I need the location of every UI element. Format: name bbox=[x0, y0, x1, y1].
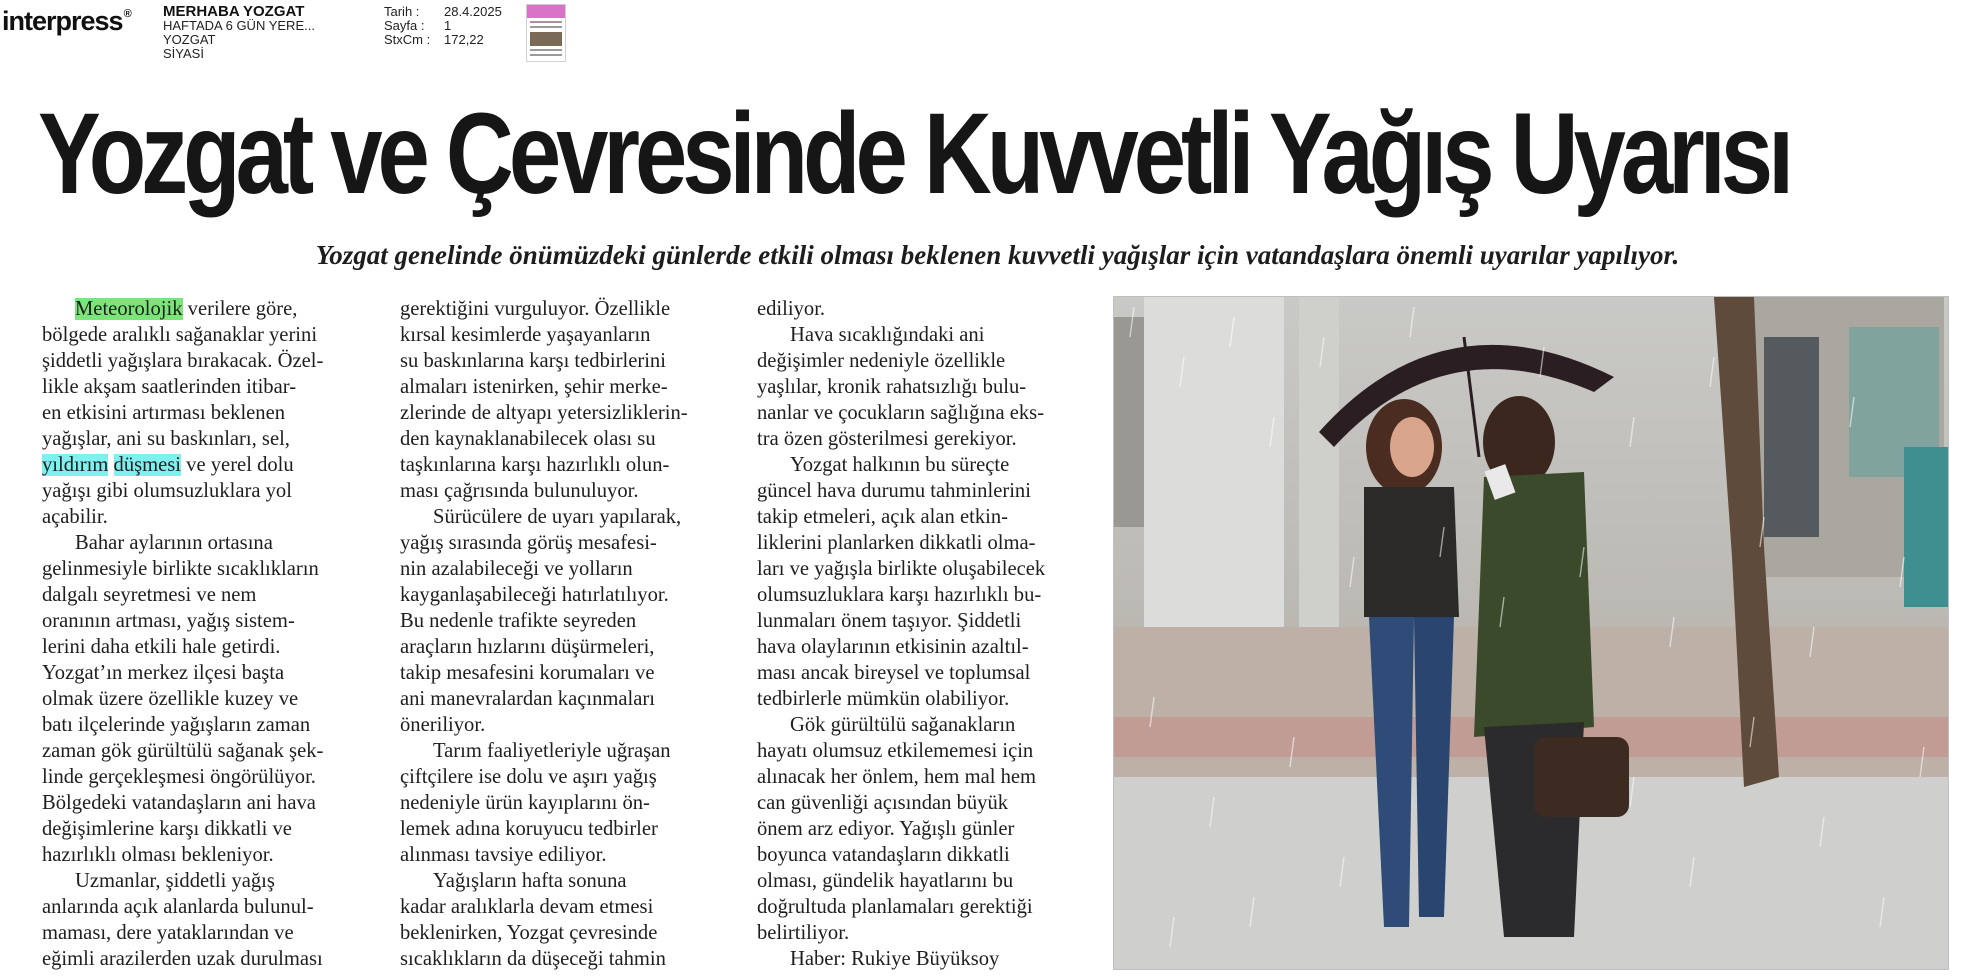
text-run: tedbirlerle mümkün olabiliyor. bbox=[757, 688, 1010, 710]
text-line bbox=[42, 816, 372, 842]
text-run: bölgede aralıklı sağanaklar yerini bbox=[42, 324, 318, 346]
text-run: batı ilçelerinde yağışların zaman bbox=[42, 714, 311, 736]
publication-frequency: HAFTADA 6 GÜN YERE... bbox=[163, 18, 315, 33]
text-line bbox=[42, 660, 372, 686]
thumbnail-photo bbox=[530, 32, 562, 46]
text-line bbox=[400, 790, 740, 816]
text-line bbox=[42, 764, 372, 790]
text-run: zlerinde de altyapı yetersizliklerin- bbox=[400, 402, 688, 424]
meta-value: 1 bbox=[444, 18, 452, 33]
text-run: doğrultuda planlamaları gerektiği bbox=[757, 896, 1033, 918]
text-line bbox=[42, 894, 372, 920]
text-run: yağışı gibi olumsuzluklara yol bbox=[42, 480, 292, 502]
text-line bbox=[42, 296, 372, 322]
text-line bbox=[757, 582, 1097, 608]
text-line bbox=[400, 296, 740, 322]
bg-person bbox=[1764, 337, 1819, 537]
text-run: yaşlılar, kronik rahatsızlığı bulu- bbox=[757, 376, 1027, 398]
text-line bbox=[400, 608, 740, 634]
text-run: lunmaları önem taşıyor. Şiddetli bbox=[757, 610, 1022, 632]
text-run: araçların hızlarını düşürmeleri, bbox=[400, 636, 655, 658]
text-run: değişimler nedeniyle özellikle bbox=[757, 350, 1006, 372]
text-run: gelinmesiyle birlikte sıcaklıkların bbox=[42, 558, 319, 580]
page-thumbnail[interactable] bbox=[526, 4, 566, 62]
text-run: zaman gök gürültülü sağanak şek- bbox=[42, 740, 324, 762]
text-run: alınması tavsiye ediliyor. bbox=[400, 844, 607, 866]
text-run: dalgalı seyretmesi ve nem bbox=[42, 584, 257, 606]
text-run: Bahar aylarının ortasına bbox=[75, 532, 273, 554]
text-run: hazırlıklı olması bekleniyor. bbox=[42, 844, 274, 866]
text-run: linde gerçekleşmesi öngörülüyor. bbox=[42, 766, 316, 788]
text-line bbox=[757, 556, 1097, 582]
text-run: su baskınlarına karşı tedbirlerini bbox=[400, 350, 666, 372]
publication-name: MERHABA YOZGAT bbox=[163, 3, 305, 20]
text-run: çiftçilere ise dolu ve aşırı yağış bbox=[400, 766, 657, 788]
text-line bbox=[42, 452, 372, 478]
bg-person bbox=[1114, 317, 1144, 527]
text-line bbox=[757, 816, 1097, 842]
text-line bbox=[757, 738, 1097, 764]
text-run: olmak üzere özellikle kuzey ve bbox=[42, 688, 299, 710]
text-line bbox=[757, 660, 1097, 686]
meta-row-stxcm bbox=[384, 33, 502, 47]
article-column-3 bbox=[757, 296, 1097, 972]
text-line bbox=[42, 556, 372, 582]
text-line bbox=[400, 920, 740, 946]
text-line bbox=[757, 790, 1097, 816]
text-line bbox=[42, 426, 372, 452]
meta-row-page bbox=[384, 19, 502, 33]
text-run: belirtiliyor. bbox=[757, 922, 850, 944]
text-line bbox=[757, 946, 1097, 972]
meta-row-date bbox=[384, 5, 502, 19]
text-line bbox=[757, 426, 1097, 452]
meta-value: 172,22 bbox=[444, 32, 484, 47]
text-run: Bölgedeki vatandaşların ani hava bbox=[42, 792, 316, 814]
person-shirt bbox=[1364, 487, 1459, 617]
subheadline: Yozgat genelinde önümüzdeki günlerde etkili olması beklenen kuvvetli yağışlar için vatandaşlara önemli uyarılar yapılıyor. bbox=[315, 240, 1680, 270]
text-line bbox=[400, 842, 740, 868]
text-run: takip etmeleri, açık alan etkin- bbox=[757, 506, 1009, 528]
text-line bbox=[400, 660, 740, 686]
text-line bbox=[400, 894, 740, 920]
text-line bbox=[400, 582, 740, 608]
text-line bbox=[42, 790, 372, 816]
publication-category: SİYASİ bbox=[163, 46, 204, 61]
text-line bbox=[400, 712, 740, 738]
thumbnail-line bbox=[530, 21, 562, 23]
text-run: nin azalabileceği ve yolların bbox=[400, 558, 633, 580]
text-run: önem arz ediyor. Yağışlı günler bbox=[757, 818, 1015, 840]
text-line bbox=[757, 530, 1097, 556]
text-line bbox=[400, 374, 740, 400]
text-line bbox=[42, 842, 372, 868]
text-run: en etkisini artırması beklenen bbox=[42, 402, 286, 424]
text-run: Uzmanlar, şiddetli yağış bbox=[75, 870, 275, 892]
text-line bbox=[400, 868, 740, 894]
text-line bbox=[42, 634, 372, 660]
text-run: açabilir. bbox=[42, 506, 108, 528]
text-run: lemek adına koruyucu tedbirler bbox=[400, 818, 658, 840]
text-run: oranının artması, yağış sistem- bbox=[42, 610, 295, 632]
text-run: olumsuzluklara karşı hazırlıklı bu- bbox=[757, 584, 1042, 606]
text-run: güncel hava durumu tahminlerini bbox=[757, 480, 1031, 502]
text-run: kırsal kesimlerde yaşayanların bbox=[400, 324, 651, 346]
text-run: boyunca vatandaşların dikkatli bbox=[757, 844, 1010, 866]
handbag bbox=[1534, 737, 1629, 817]
headline: Yozgat ve Çevresinde Kuvvetli Yağış Uyarısı bbox=[38, 88, 1790, 218]
text-run: eğimli arazilerden uzak durulması bbox=[42, 948, 323, 970]
text-line bbox=[757, 452, 1097, 478]
text-line bbox=[757, 894, 1097, 920]
text-run: Tarım faaliyetleriyle uğraşan bbox=[433, 740, 671, 762]
text-run bbox=[108, 454, 113, 476]
clipping-meta bbox=[384, 5, 502, 47]
text-line bbox=[400, 504, 740, 530]
text-line bbox=[757, 322, 1097, 348]
rain-photo-illustration bbox=[1114, 297, 1949, 970]
text-line bbox=[400, 478, 740, 504]
highlighted-term: düşmesi bbox=[113, 454, 182, 476]
text-run: ani manevralardan kaçınmaları bbox=[400, 688, 655, 710]
text-line bbox=[757, 478, 1097, 504]
text-line bbox=[400, 816, 740, 842]
text-run: taşkınlarına karşı hazırlıklı olun- bbox=[400, 454, 670, 476]
text-run: sıcaklıkların da düşeceği tahmin bbox=[400, 948, 666, 970]
logo-text: interpress bbox=[2, 6, 123, 36]
text-run: kayganlaşabileceği hatırlatılıyor. bbox=[400, 584, 669, 606]
text-run: Sürücülere de uyarı yapılarak, bbox=[433, 506, 682, 528]
text-run: kadar aralıklarla devam etmesi bbox=[400, 896, 654, 918]
text-line bbox=[42, 868, 372, 894]
text-line bbox=[757, 374, 1097, 400]
text-run: takip mesafesini korumaları ve bbox=[400, 662, 655, 684]
text-line bbox=[42, 712, 372, 738]
text-line bbox=[400, 322, 740, 348]
text-run: yağışlar, ani su baskınları, sel, bbox=[42, 428, 290, 450]
text-line bbox=[400, 556, 740, 582]
text-run: gerektiğini vurguluyor. Özellikle bbox=[400, 298, 671, 320]
text-line bbox=[757, 842, 1097, 868]
text-line bbox=[400, 452, 740, 478]
text-line bbox=[42, 582, 372, 608]
text-line bbox=[757, 400, 1097, 426]
text-run: Gök gürültülü sağanakların bbox=[790, 714, 1016, 736]
text-run: likle akşam saatlerinden itibar- bbox=[42, 376, 297, 398]
building-pillar bbox=[1144, 297, 1284, 637]
highlighted-term: Meteorolojik bbox=[75, 298, 183, 320]
text-run: Yağışların hafta sonuna bbox=[433, 870, 627, 892]
text-run: den kaynaklanabilecek olası su bbox=[400, 428, 656, 450]
text-run: anlarında açık alanlarda bulunul- bbox=[42, 896, 314, 918]
text-line bbox=[757, 686, 1097, 712]
text-run: şiddetli yağışlara bırakacak. Özel- bbox=[42, 350, 324, 372]
publication-info bbox=[163, 5, 373, 61]
text-line bbox=[42, 504, 372, 530]
text-line bbox=[400, 400, 740, 426]
text-run: Hava sıcaklığındaki ani bbox=[790, 324, 985, 346]
text-line bbox=[42, 374, 372, 400]
text-run: can güvenliği açısından büyük bbox=[757, 792, 1009, 814]
registered-mark: ® bbox=[123, 8, 131, 20]
text-line bbox=[42, 608, 372, 634]
text-run: tra özen gösterilmesi gerekiyor. bbox=[757, 428, 1017, 450]
rain-photo bbox=[1113, 296, 1949, 970]
text-run: nanlar ve çocukların sağlığına eks- bbox=[757, 402, 1045, 424]
text-line bbox=[757, 608, 1097, 634]
text-run: ması ancak bireysel ve toplumsal bbox=[757, 662, 1031, 684]
text-run: alınacak her önlem, hem mal hem bbox=[757, 766, 1037, 788]
highlighted-term: yıldırım bbox=[42, 454, 109, 476]
text-run: hava olaylarının etkisinin azaltıl- bbox=[757, 636, 1029, 658]
text-line bbox=[757, 868, 1097, 894]
text-line bbox=[757, 634, 1097, 660]
text-line bbox=[42, 946, 372, 972]
text-line bbox=[757, 712, 1097, 738]
text-run: Bu nedenle trafikte seyreden bbox=[400, 610, 637, 632]
person-face bbox=[1390, 417, 1434, 477]
building-pillar bbox=[1299, 297, 1339, 627]
text-run: ması çağrısında bulunuluyor. bbox=[400, 480, 639, 502]
person-jacket bbox=[1474, 472, 1594, 737]
text-line bbox=[42, 738, 372, 764]
text-run: maması, dere yataklarından ve bbox=[42, 922, 294, 944]
article-column-2 bbox=[400, 296, 740, 972]
text-run: ları ve yağışla birlikte oluşabilecek bbox=[757, 558, 1046, 580]
text-line bbox=[757, 296, 1097, 322]
text-line bbox=[42, 348, 372, 374]
text-line bbox=[400, 634, 740, 660]
text-run: değişimlerine karşı dikkatli ve bbox=[42, 818, 292, 840]
text-run: ve yerel dolu bbox=[181, 454, 294, 476]
thumbnail-line bbox=[530, 49, 562, 51]
text-run: Yozgat halkının bu süreçte bbox=[790, 454, 1010, 476]
text-line bbox=[42, 400, 372, 426]
text-line bbox=[400, 946, 740, 972]
text-line bbox=[400, 738, 740, 764]
text-run: nedeniyle ürün kayıplarını ön- bbox=[400, 792, 650, 814]
text-line bbox=[757, 920, 1097, 946]
meta-value: 28.4.2025 bbox=[444, 4, 502, 19]
text-line bbox=[400, 426, 740, 452]
text-run: yağış sırasında görüş mesafesi- bbox=[400, 532, 657, 554]
text-line bbox=[400, 348, 740, 374]
text-line bbox=[42, 530, 372, 556]
thumbnail-masthead bbox=[527, 5, 565, 18]
text-run: ediliyor. bbox=[757, 298, 826, 320]
publication-city: YOZGAT bbox=[163, 32, 216, 47]
text-run: olması, gündelik hayatlarını bu bbox=[757, 870, 1014, 892]
text-run: hayatı olumsuz etkilememesi için bbox=[757, 740, 1034, 762]
text-run: öneriliyor. bbox=[400, 714, 486, 736]
meta-key: Sayfa : bbox=[384, 18, 425, 33]
text-run: Yozgat’ın merkez ilçesi başta bbox=[42, 662, 285, 684]
thumbnail-line bbox=[530, 54, 562, 56]
meta-key: StxCm : bbox=[384, 32, 431, 47]
thumbnail-line bbox=[530, 26, 562, 28]
text-line bbox=[42, 686, 372, 712]
text-run: verilere göre, bbox=[182, 298, 298, 320]
text-run: almaları istenirken, şehir merke- bbox=[400, 376, 668, 398]
text-line bbox=[757, 504, 1097, 530]
text-line bbox=[400, 764, 740, 790]
text-run: beklenirken, Yozgat çevresinde bbox=[400, 922, 658, 944]
text-run: liklerini planlarken dikkatli olma- bbox=[757, 532, 1036, 554]
text-line bbox=[400, 686, 740, 712]
text-line bbox=[400, 530, 740, 556]
text-line bbox=[757, 348, 1097, 374]
article-column-1 bbox=[42, 296, 372, 972]
text-run: lerini daha etkili hale getirdi. bbox=[42, 636, 281, 658]
meta-key: Tarih : bbox=[384, 4, 420, 19]
text-line bbox=[42, 322, 372, 348]
text-line bbox=[757, 764, 1097, 790]
text-run: Haber: Rukiye Büyüksoy bbox=[790, 948, 1000, 970]
interpress-logo bbox=[2, 6, 131, 37]
text-line bbox=[42, 920, 372, 946]
text-line bbox=[42, 478, 372, 504]
bg-person bbox=[1904, 447, 1949, 607]
